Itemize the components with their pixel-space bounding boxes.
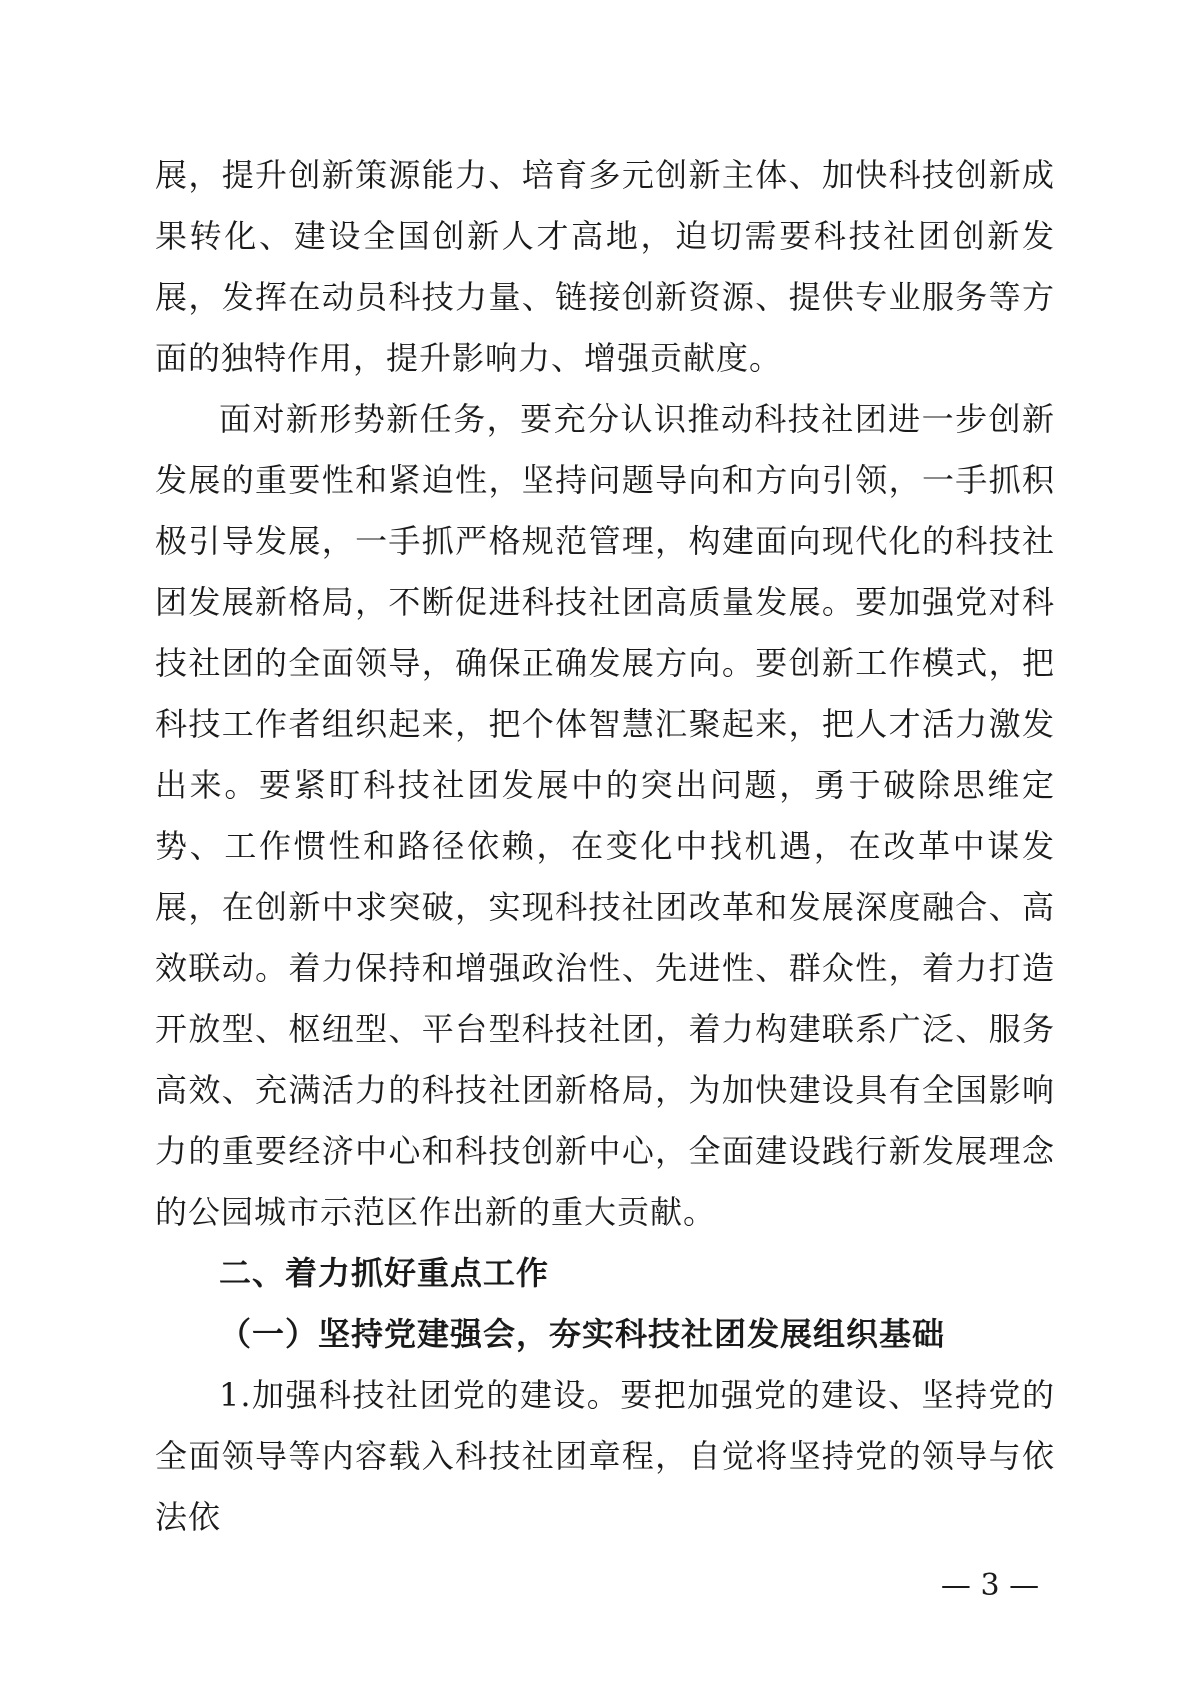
paragraph-new-situation: 面对新形势新任务，要充分认识推动科技社团进一步创新发展的重要性和紧迫性，坚持问题导向和方向引领，一手抓积极引导发展，一手抓严格规范管理，构建面向现代化的科技社团发展新格局，不断促进科技社团高质量发展。要加强党对科技社团的全面领导，确保正确发展方向。要创新工作模式，把科技工作者组织起来，把个体智慧汇聚起来，把人才活力激发出来。要紧盯科技社团发展中的突出问题，勇于破除思维定势、工作惯性和路径依赖，在变化中找机遇，在改革中谋发展，在创新中求突破，实现科技社团改革和发展深度融合、高效联动。着力保持和增强政治性、先进性、群众性，着力打造开放型、枢纽型、平台型科技社团，着力构建联系广泛、服务高效、充满活力的科技社团新格局，为加快建设具有全国影响力的重要经济中心和科技创新中心，全面建设践行新发展理念的公园城市示范区作出新的重大贡献。 (155, 400, 1055, 1231)
paragraph-continuation: 展，提升创新策源能力、培育多元创新主体、加快科技创新成果转化、建设全国创新人才高地，迫切需要科技社团创新发展，发挥在动员科技力量、链接创新资源、提供专业服务等方面的独特作用，提升影响力、增强贡献度。 (155, 156, 1055, 377)
item-paragraph: 1.加强科技社团党的建设。要把加强党的建设、坚持党的全面领导等内容载入科技社团章程，自觉将坚持党的领导与依法依 (155, 1376, 1055, 1536)
body-text (155, 145, 1055, 1548)
subsection-heading: （一）坚持党建强会，夯实科技社团发展组织基础 (219, 1315, 946, 1353)
page-number: — 3 — (940, 1568, 1040, 1603)
section-heading: 二、着力抓好重点工作 (219, 1254, 550, 1292)
